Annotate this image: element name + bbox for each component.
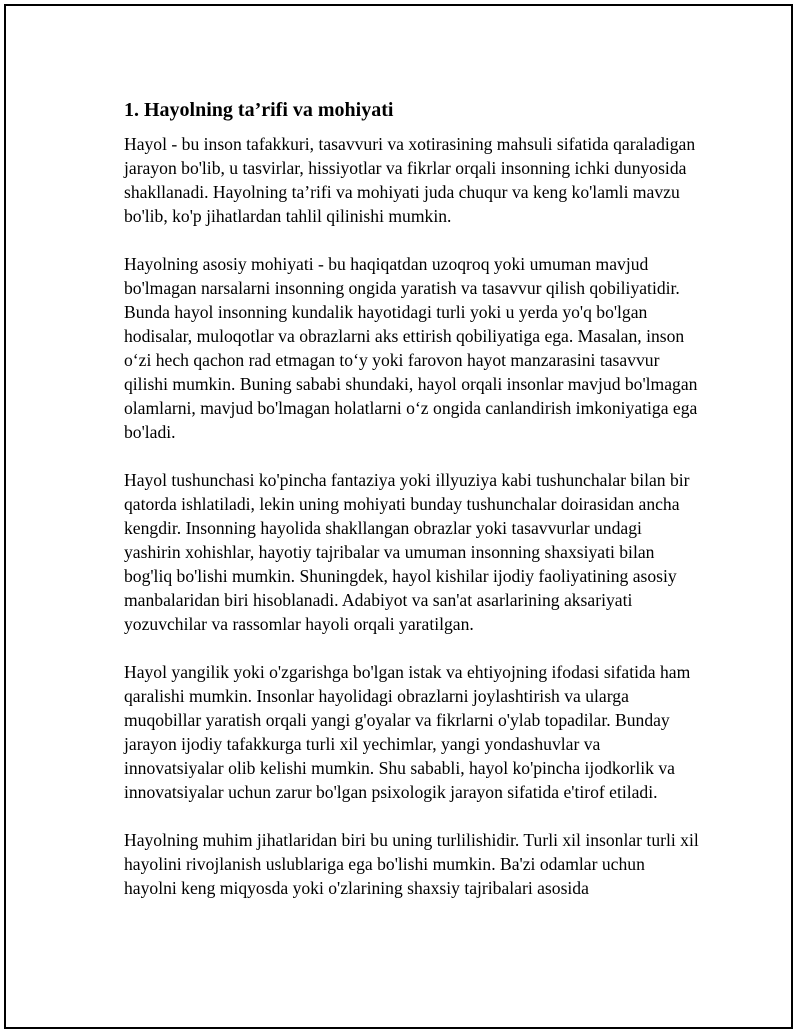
paragraph-3: Hayol tushunchasi ko'pincha fantaziya yoki illyuziya kabi tushunchalar bilan bir qatorda ishlatiladi, lekin uning mohiyati bunday tushunchalar doirasidan ancha kengdir. Insonning hayolida shakllangan obrazlar yoki tasavvurlar undagi yashirin xohishlar, hayotiy tajribalar va umuman insonning shaxsiyati bilan bog'liq bo'lishi mumkin. Shuningdek, hayol kishilar ijodiy faoliyatining asosiy manbalaridan biri hisoblanadi. Adabiyot va san'at asarlarining aksariyati yozuvchilar va rassomlar hayoli orqali yaratilgan. xyxy=(124,470,690,634)
paragraph-5: Hayolning muhim jihatlaridan biri bu uning turlilishidir. Turli xil insonlar turli xil hayolini rivojlanish uslublariga ega bo'lishi mumkin. Ba'zi odamlar uchun hayolni keng miqyosda yoki o'zlarining shaxsiy tajribalari asosida xyxy=(124,830,699,898)
paragraph-1: Hayol - bu inson tafakkuri, tasavvuri va xotirasining mahsuli sifatida qaraladigan jarayon bo'lib, u tasvirlar, hissiyotlar va fikrlar orqali insonning ichki dunyosida shakllanadi. Hayolning ta’rifi va mohiyati juda chuqur va keng ko'lamli mavzu bo'lib, ko'p jihatlardan tahlil qilinishi mumkin. xyxy=(124,134,696,226)
section-heading: 1. Hayolning ta’rifi va mohiyati xyxy=(124,99,394,121)
paragraph-2: Hayolning asosiy mohiyati - bu haqiqatdan uzoqroq yoki umuman mavjud bo'lmagan narsalarni insonning ongida yaratish va tasavvur qilish qobiliyatidir. Bunda hayol insonning kundalik hayotidagi turli yoki u yerda yo'q bo'lgan hodisalar, muloqotlar va obrazlarni aks ettirish qobiliyatiga ega. Masalan, inson o‘zi hech qachon rad etmagan to‘y yoki farovon hayot manzarasini tasavvur qilishi mumkin. Buning sababi shundaki, hayol orqali insonlar mavjud bo'lmagan olamlarni, mavjud bo'lmagan holatlarni o‘z ongida canlandirish imkoniyatiga ega bo'ladi. xyxy=(124,254,698,442)
page-frame xyxy=(4,4,793,1029)
paragraph-4: Hayol yangilik yoki o'zgarishga bo'lgan istak va ehtiyojning ifodasi sifatida ham qaralishi mumkin. Insonlar hayolidagi obrazlarni joylashtirish va ularga muqobillar yaratish orqali yangi g'oyalar va fikrlarni o'ylab topadilar. Bunday jarayon ijodiy tafakkurga turli xil yechimlar, yangi yondashuvlar va innovatsiyalar olib kelishi mumkin. Shu sababli, hayol ko'pincha ijodkorlik va innovatsiyalar uchun zarur bo'lgan psixologik jarayon sifatida e'tirof etiladi. xyxy=(124,662,691,802)
document-body xyxy=(120,96,700,900)
